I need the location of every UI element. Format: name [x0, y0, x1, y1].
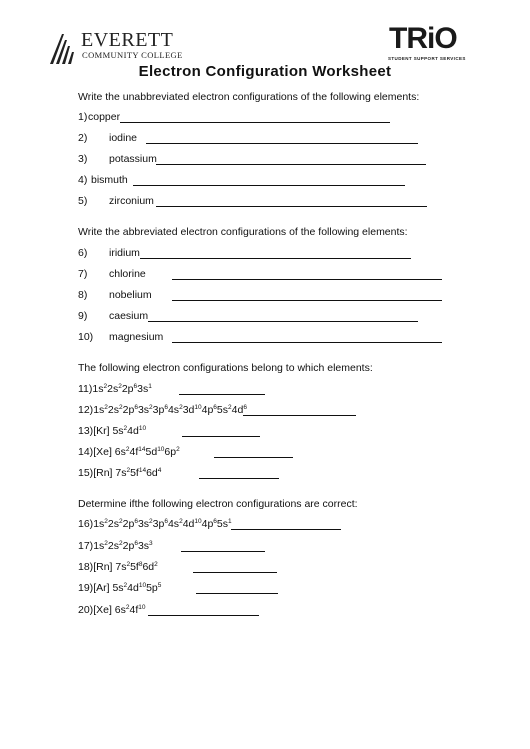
question-number: 11)	[78, 383, 93, 395]
config-line	[78, 467, 161, 479]
answer-line[interactable]	[181, 551, 265, 552]
answer-line[interactable]	[148, 321, 418, 322]
element-name: nobelium	[109, 289, 152, 301]
answer-line[interactable]	[231, 529, 341, 530]
question-number: 17)	[78, 540, 94, 552]
question-number: 1)	[78, 111, 88, 123]
config-line	[78, 383, 152, 395]
element-name: bismuth	[91, 174, 128, 186]
answer-line[interactable]	[196, 593, 278, 594]
config-line	[78, 561, 158, 573]
config-line	[78, 540, 153, 552]
config-line	[78, 604, 146, 616]
answer-line[interactable]	[120, 122, 390, 123]
question-number: 4)	[78, 174, 88, 186]
trio-name: TRiO	[389, 22, 457, 55]
element-name: iridium	[109, 247, 140, 259]
electron-config: [Xe] $6s^24f^{10}$	[93, 604, 146, 616]
config-line	[78, 582, 161, 594]
electron-config: $1s^22s^22p^63s^3$	[93, 540, 153, 552]
element-name: iodine	[109, 132, 138, 144]
config-line	[78, 404, 247, 416]
answer-line[interactable]	[172, 279, 442, 280]
everett-name: EVERETT	[81, 29, 174, 51]
question-number: 6)	[78, 247, 88, 259]
answer-line[interactable]	[182, 436, 260, 437]
question-number: 18)	[78, 561, 94, 573]
section-4-instruction: Determine ifthe following electron configurations are correct:	[78, 498, 358, 510]
config-line	[78, 518, 232, 530]
trio-logo	[386, 24, 472, 64]
electron-config: $1s^22s^22p^63s^1$	[92, 383, 152, 395]
question-number: 7)	[78, 268, 88, 280]
question-number: 2)	[78, 132, 88, 144]
answer-line[interactable]	[179, 394, 265, 395]
answer-line[interactable]	[199, 478, 279, 479]
question-number: 19)	[78, 582, 94, 594]
everett-logo	[48, 30, 188, 66]
electron-config: [Rn] $7s^25f^86d^2$	[93, 561, 158, 573]
trio-subtitle: STUDENT SUPPORT SERVICES	[388, 56, 466, 61]
question-number: 8)	[78, 289, 88, 301]
everett-mark-icon	[48, 32, 78, 64]
element-name: zirconium	[109, 195, 154, 207]
question-number: 5)	[78, 195, 88, 207]
element-name: copper	[88, 111, 121, 123]
element-name: potassium	[109, 153, 157, 165]
element-name: caesium	[109, 310, 149, 322]
electron-config: [Rn] $7s^25f^{14}6d^4$	[93, 467, 162, 479]
answer-line[interactable]	[172, 342, 442, 343]
answer-line[interactable]	[156, 206, 427, 207]
question-number: 10)	[78, 331, 94, 343]
section-2-instruction: Write the abbreviated electron configurations of the following elements:	[78, 226, 408, 238]
answer-line[interactable]	[148, 615, 259, 616]
question-number: 9)	[78, 310, 88, 322]
question-number: 3)	[78, 153, 88, 165]
question-number: 13)	[78, 425, 94, 437]
element-name: magnesium	[109, 331, 164, 343]
answer-line[interactable]	[140, 258, 411, 259]
answer-line[interactable]	[214, 457, 293, 458]
electron-config: $1s^22s^22p^63s^23p^64s^24d^{10}4p^65s^1$	[93, 518, 232, 530]
question-number: 20)	[78, 604, 94, 616]
answer-line[interactable]	[146, 143, 418, 144]
electron-config: [Ar] $5s^24d^{10}5p^5$	[93, 582, 162, 594]
question-number: 15)	[78, 467, 94, 479]
everett-subtitle: COMMUNITY COLLEGE	[82, 50, 183, 60]
element-name: chlorine	[109, 268, 146, 280]
electron-config: [Kr] $5s^24d^{10}$	[93, 425, 147, 437]
answer-line[interactable]	[172, 300, 442, 301]
question-number: 16)	[78, 518, 94, 530]
answer-line[interactable]	[133, 185, 405, 186]
electron-config: [Xe] $6s^24f^{14}5d^{10}6p^2$	[93, 446, 180, 458]
electron-config: $1s^22s^22p^63s^23p^64s^23d^{10}4p^65s^24d^6$	[93, 404, 247, 416]
config-line	[78, 446, 180, 458]
config-line	[78, 425, 146, 437]
page-title: Electron Configuration Worksheet	[138, 63, 392, 80]
question-number: 14)	[78, 446, 94, 458]
section-1-instruction: Write the unabbreviated electron configurations of the following elements:	[78, 91, 420, 103]
question-number: 12)	[78, 404, 94, 416]
answer-line[interactable]	[193, 572, 277, 573]
section-3-instruction: The following electron configurations belong to which elements:	[78, 362, 373, 374]
answer-line[interactable]	[156, 164, 426, 165]
answer-line[interactable]	[243, 415, 356, 416]
